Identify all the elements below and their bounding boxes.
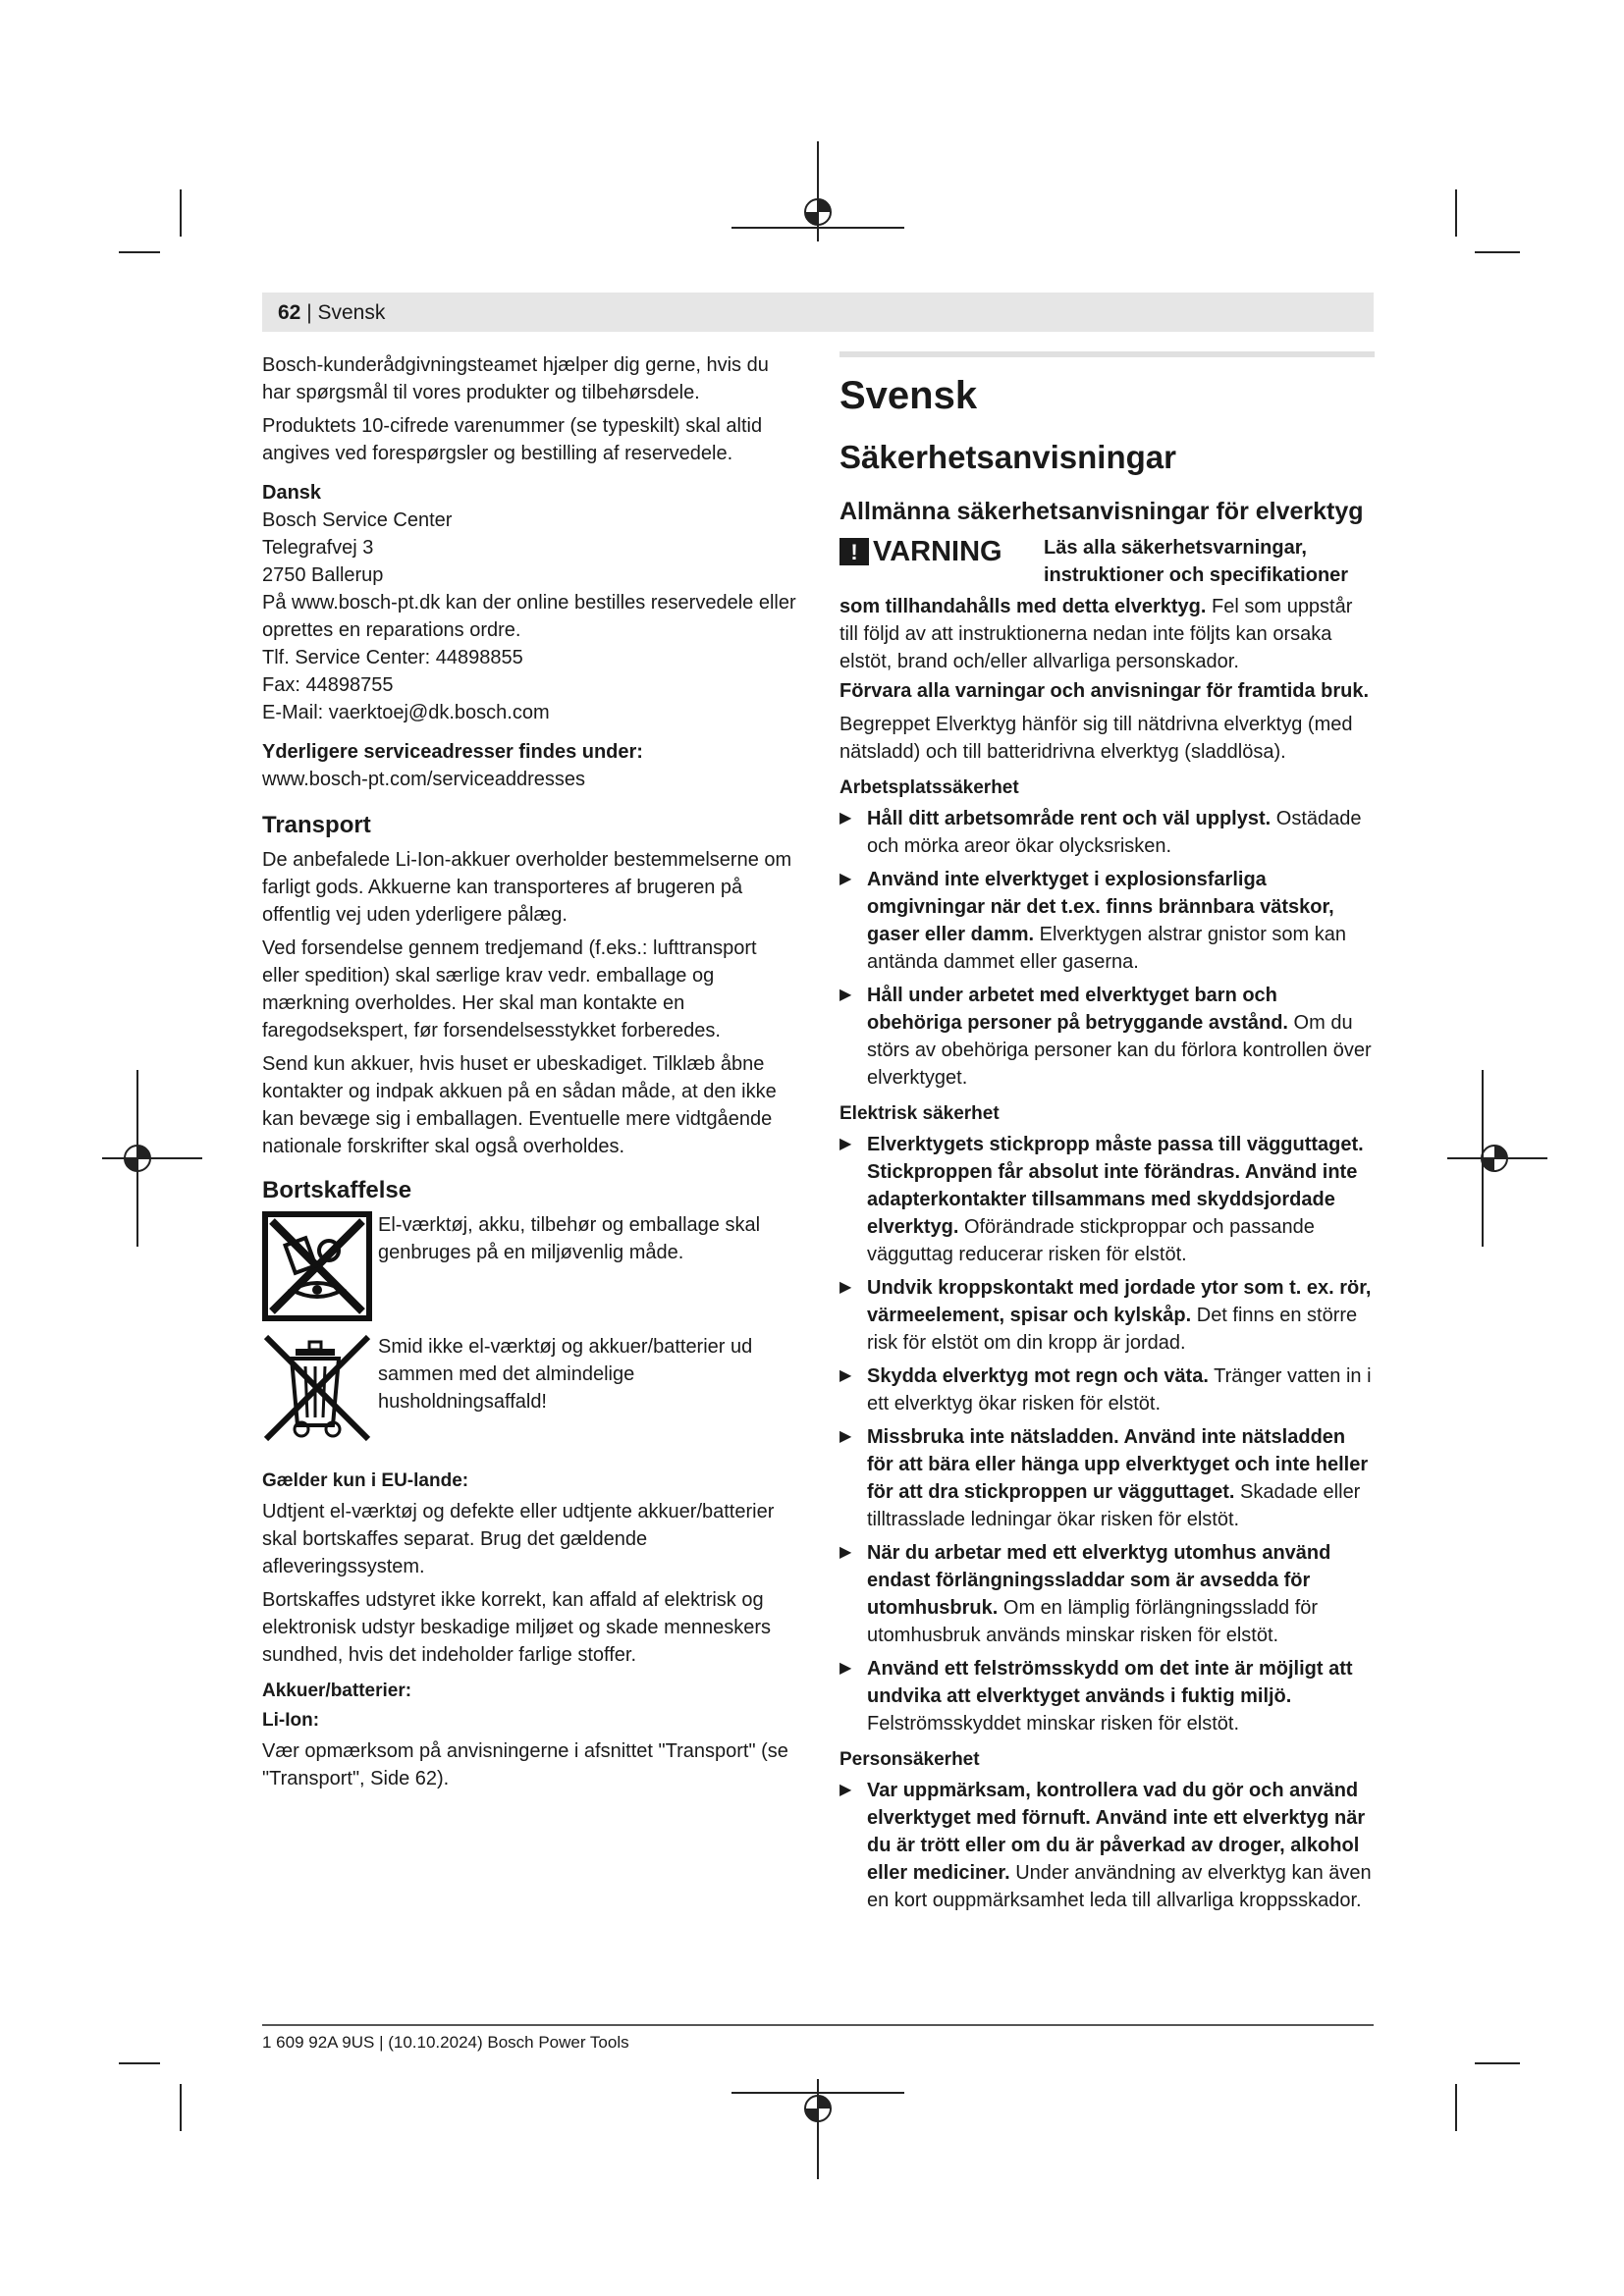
warning-heading-continued: som tillhandahålls med detta elverktyg. [839,596,1207,617]
registration-mark-right [1443,1070,1551,1247]
bullet-arrow-icon: ▶ [839,1660,852,1677]
warning-heading: Läs alla säkerhetsvarningar, instruktioner och specifikationer [1044,537,1349,586]
transport-heading: Transport [262,812,371,838]
address-line: 2750 Ballerup [262,564,384,586]
keep-instructions: Förvara alla varningar och anvisningar för framtida bruk. [839,680,1370,702]
bullet-arrow-icon: ▶ [839,1279,852,1296]
dansk-heading: Dansk [262,482,322,504]
safety-item-bold: Håll under arbetet med elverktyget barn och obehöriga personer på betryggande avstånd. [867,985,1288,1034]
safety-item-bold: Missbruka inte nätsladden. Använd inte nätsladden för att bära eller hänga upp elverktyget och inte heller för att dra stickproppen ur vägguttaget. [867,1426,1369,1503]
electrical-safety-heading: Elektrisk säkerhet [839,1103,1000,1124]
weee-notice [262,1333,797,1449]
liion-paragraph: Vær opmærksom på anvisningerne i afsnittet "Transport" (se "Transport", Side 62). [262,1740,788,1789]
crop-mark [1475,251,1520,253]
warning-paragraph [839,593,1375,675]
safety-item-text: Tränger vatten in i ett elverktyg ökar risken för elstöt. [867,1365,1372,1415]
safety-item [839,1539,1375,1649]
page-footer: 1 609 92A 9US | (10.10.2024) Bosch Power Tools [262,2033,629,2052]
eu-paragraph: Bortskaffes udstyret ikke korrekt, kan affald af elektrisk og elektronisk udstyr beskadige miljøet og skade menneskers sundhed, hvis det indeholder farlige stoffer. [262,1589,772,1666]
warning-triangle-icon: ! [839,538,869,565]
registration-mark-left [98,1070,206,1247]
language-title: Svensk [839,374,978,417]
safety-item-text: Elverktygen alstrar gnistor som kan antända dammet eller gaserna. [867,924,1346,973]
safety-item-text: Om en lämplig förlängningssladd för utomhusbruk används minskar risken för elstöt. [867,1597,1319,1646]
safety-item-bold: Var uppmärksam, kontrollera vad du gör och använd elverktyget med förnuft. Använd inte ett elverktyg när du är trött eller om du är påverkad av droger, alkohol eller mediciner. [867,1780,1366,1884]
warning-block [839,534,1375,593]
warning-badge [839,538,1002,565]
crop-mark [180,2084,182,2131]
safety-item-bold: Skydda elverktyg mot regn och väta. [867,1365,1209,1387]
registration-mark-bottom [731,2075,904,2183]
email-line: E-Mail: vaerktoej@dk.bosch.com [262,702,550,723]
safety-item-bold: Använd ett felströmsskydd om det inte är möjligt att undvika att elverktyget används i fuktig miljö. [867,1658,1353,1707]
page-number: 62 [278,301,301,324]
bullet-arrow-icon: ▶ [839,871,852,887]
safety-item [839,1362,1375,1417]
eu-paragraph: Udtjent el-værktøj og defekte eller udtjente akkuer/batterier skal bortskaffes separat. Brug det gældende afleveringssystem. [262,1501,775,1577]
bullet-arrow-icon: ▶ [839,1367,852,1384]
fax-line: Fax: 44898755 [262,674,394,696]
warning-body: Fel som uppstår till följd av att instruktionerna nedan inte följts kan orsaka elstöt, brand och/eller allvarliga personskador. [839,596,1353,672]
crop-mark [1475,2062,1520,2064]
section-name: Svensk [317,301,386,324]
disposal-heading: Bortskaffelse [262,1177,412,1203]
safety-item-text: Om du störs av obehöriga personer kan du förlora kontrollen över elverktyget. [867,1012,1372,1089]
safety-item [839,1423,1375,1533]
safety-item [839,1655,1375,1737]
safety-item-bold: Elverktygets stickpropp måste passa till vägguttaget. Stickproppen får absolut inte förändras. Använd inte adapterkontakter tillsammans med skyddsjordade elverktyg. [867,1134,1364,1238]
address-line: Telegrafvej 3 [262,537,374,559]
safety-title: Säkerhetsanvisningar [839,439,1176,475]
weee-notice-text: Smid ikke el-værktøj og akkuer/batterier ud sammen med det almindelige husholdningsaffald! [378,1336,753,1413]
footer-rule [262,2024,1374,2026]
bullet-arrow-icon: ▶ [839,1782,852,1798]
transport-paragraph: De anbefalede Li-Ion-akkuer overholder bestemmelserne om farligt gods. Akkuerne kan transporteres af brugeren på offentlig vej uden yderligere pålæg. [262,849,792,926]
safety-item-bold: Håll ditt arbetsområde rent och väl upplyst. [867,808,1272,829]
transport-paragraph: Ved forsendelse gennem tredjemand (f.eks.: lufttransport eller spedition) skal særlige krav vedr. emballage og mærkning overholdes. Her skal man kontakte en faregodsekspert, før forsendelsesstykket forberedes. [262,937,757,1041]
phone-line: Tlf. Service Center: 44898855 [262,647,523,668]
safety-item-text: Ostädade och mörka areor ökar olycksrisken. [867,808,1362,857]
crop-mark [1455,2084,1457,2131]
safety-item [839,1777,1375,1914]
page-header [262,293,1374,332]
crop-mark [1455,189,1457,237]
bullet-arrow-icon: ▶ [839,1428,852,1445]
address-line: Bosch Service Center [262,509,453,531]
crop-mark [180,189,182,237]
safety-item-bold: Använd inte elverktyget i explosionsfarliga omgivningar när det t.ex. finns brännbara vätskor, gaser eller damm. [867,869,1334,945]
page-header-text: 62 | Svensk [278,301,386,324]
intro-paragraph: Produktets 10-cifrede varenummer (se typeskilt) skal altid angives ved forespørgsler og bestilling af reservedele. [262,415,763,464]
transport-paragraph: Send kun akkuer, hvis huset er ubeskadiget. Tilklæb åbne kontakter og indpak akkuen på en sådan måde, at den ikke kan bevæge sig i emballagen. Eventuelle mere vidtgående nationale forskrifter skal også overholdes. [262,1053,777,1157]
eu-heading: Gælder kun i EU-lande: [262,1470,469,1491]
bullet-arrow-icon: ▶ [839,1544,852,1561]
bullet-arrow-icon: ▶ [839,987,852,1003]
recycle-notice-text: El-værktøj, akku, tilbehør og emballage skal genbruges på en miljøvenlig måde. [378,1214,761,1263]
recycle-packaging-icon [262,1211,372,1321]
right-column [839,351,1375,1920]
safety-item-text: Under användning av elverktyg kan även en kort ouppmärksamhet leda till allvarliga kroppsskador. [867,1862,1372,1911]
safety-item [839,982,1375,1092]
bullet-arrow-icon: ▶ [839,810,852,827]
warning-label: VARNING [873,536,1002,567]
left-column [262,351,797,1798]
safety-item-bold: Undvik kroppskontakt med jordade ytor som t. ex. rör, värmeelement, spisar och kylskåp. [867,1277,1372,1326]
registration-mark-top [731,137,904,245]
crop-mark [119,251,160,253]
personal-safety-heading: Personsäkerhet [839,1749,980,1770]
general-safety-heading: Allmänna säkerhetsanvisningar för elverktyg [839,498,1364,525]
more-addresses-heading: Yderligere serviceadresser findes under: [262,741,643,763]
crossed-bin-icon [262,1333,372,1443]
safety-item-text: Det finns en större risk för elstöt om din kropp är jordad. [867,1305,1358,1354]
safety-item [839,1131,1375,1268]
safety-item-bold: När du arbetar med ett elverktyg utomhus använd endast förlängningssladdar som är avsedda för utomhusbruk. [867,1542,1331,1619]
safety-item [839,1274,1375,1357]
safety-item-text: Felströmsskyddet minskar risken för elstöt. [867,1713,1239,1735]
crop-mark [119,2062,160,2064]
safety-item-text: Skadade eller tilltrasslade ledningar ökar risken för elstöt. [867,1481,1361,1530]
battery-heading: Akkuer/batterier: [262,1681,412,1701]
service-url[interactable]: www.bosch-pt.com/serviceaddresses [262,769,586,790]
liion-heading: Li-Ion: [262,1710,320,1731]
workplace-safety-heading: Arbetsplatssäkerhet [839,777,1019,798]
safety-item [839,805,1375,860]
term-definition: Begreppet Elverktyg hänför sig till nätdrivna elverktyg (med nätsladd) och till batteridrivna elverktyg (sladdlösa). [839,714,1353,763]
safety-item [839,866,1375,976]
intro-paragraph: Bosch-kunderådgivningsteamet hjælper dig gerne, hvis du har spørgsmål til vores produkter og tilbehørsdele. [262,354,769,403]
safety-item-text: Oförändrade stickproppar och passande vägguttag reducerar risken för elstöt. [867,1216,1315,1265]
address-line: På www.bosch-pt.dk kan der online bestilles reservedele eller oprettes en reparations ordre. [262,592,796,641]
bullet-arrow-icon: ▶ [839,1136,852,1152]
recycle-notice [262,1211,797,1327]
